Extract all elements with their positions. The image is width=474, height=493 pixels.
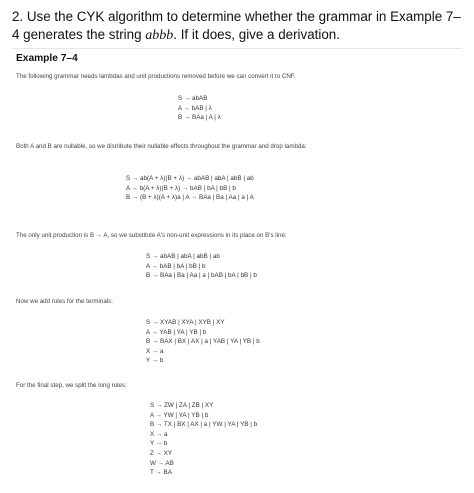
grammar-cnf [150,401,257,478]
para-split: For the final step, we split the long rules: [16,382,127,389]
question-string: abbb [145,28,174,43]
grammar-line: B → (B + λ)(A + λ)a | A → BAa | Ba | Aa | a | A [126,194,254,202]
grammar-line: B → TX | BX | AX | a | YW | YA | YB | b [150,421,258,429]
grammar-line: Y → b [150,440,168,448]
grammar-line: W → AB [150,459,174,467]
grammar-line: S → XYAB | XYA | XYB | XY [146,319,225,326]
example-title: Example 7–4 [16,53,78,64]
grammar-line: X → a [150,430,168,438]
grammar-line: Z → XY [150,449,173,457]
grammar-line: S → abAB [178,95,208,102]
para-terminals: Now we add rules for the terminals: [16,298,113,305]
example-intro: The following grammar needs lambdas and unit productions removed before we can convert it to CNF. [16,73,296,80]
para-unit: The only unit production is B → A, so we substitute A's non-unit expressions in its place on B's line: [16,232,287,239]
grammar-line: B → BAa | A | λ [178,114,221,122]
grammar-line: S → ab(A + λ)(B + λ) → abAB | abA | abB | ab [126,175,254,182]
grammar-terminals [146,318,260,366]
grammar-original [178,94,221,123]
grammar-line: B → BAX | BX | AX | a | YAB | YA | YB | b [146,338,260,346]
question-prefix: 2. Use the CYK algorithm to determine whether the grammar in Example 7–4 generates the string [12,9,461,42]
grammar-no-unit [146,252,257,281]
grammar-line: A → YAB | YA | YB | b [146,328,207,336]
grammar-line: Y → b [146,357,164,365]
grammar-line: B → BAa | Ba | Aa | a | bAB | bA | bB | b [146,272,257,280]
question-suffix: . If it does, give a derivation. [173,27,340,42]
grammar-line: A → b(A + λ)(B + λ) → bAB | bA | bB | b [126,184,236,192]
grammar-line: A → bAB | bA | bB | b [146,262,206,270]
grammar-line: T → BA [150,469,172,477]
para-nullable: Both A and B are nullable, so we distribute their nullable effects throughout the grammar and drop lambda: [16,143,307,150]
grammar-line: X → a [146,347,164,355]
grammar-line: S → abAB | abA | abB | ab [146,253,220,260]
grammar-line: S → ZW | ZA | ZB | XY [150,402,214,409]
grammar-line: A → bAB | λ [178,104,212,112]
question-text [12,8,464,45]
grammar-no-lambda [126,174,254,203]
grammar-line: A → YW | YA | YB | b [150,411,209,419]
